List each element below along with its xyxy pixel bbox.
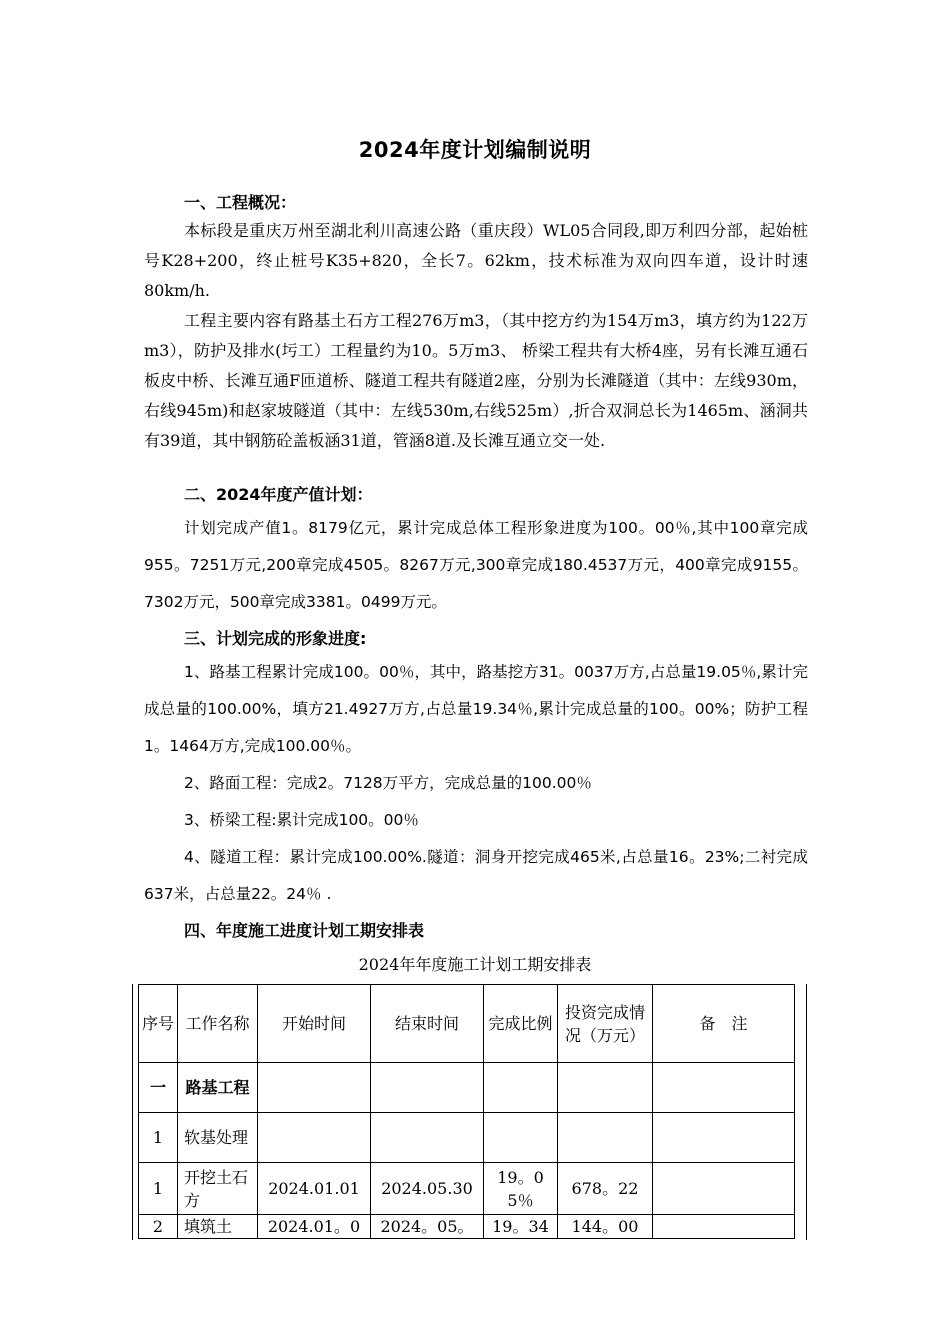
table-cell: 2024.01。0 — [258, 1215, 371, 1239]
header-cell-index: 序号 — [139, 985, 178, 1063]
header-cell-investment: 投资完成情况（万元） — [558, 985, 653, 1063]
table-cell — [484, 1113, 558, 1163]
table-cell: 2024.05.30 — [371, 1163, 484, 1215]
table-row — [139, 1163, 795, 1215]
table-cell — [653, 1163, 795, 1215]
table-header-row — [139, 985, 795, 1063]
header-cell-start: 开始时间 — [258, 985, 371, 1063]
header-cell-ratio: 完成比例 — [484, 985, 558, 1063]
section-heading-overview: 一、工程概况： — [184, 193, 297, 212]
table-cell: 软基处理 — [178, 1113, 258, 1163]
table-cell: 1 — [139, 1113, 178, 1163]
table-cell: 路基工程 — [178, 1063, 258, 1113]
table-caption: 2024年年度施工计划工期安排表 — [358, 955, 592, 974]
table-cell — [653, 1063, 795, 1113]
table-cell: 开挖土石方 — [178, 1163, 258, 1215]
section-heading-progress: 三、计划完成的形象进度: — [184, 629, 367, 648]
table-cell: 144。00 — [558, 1215, 653, 1239]
table-row — [139, 1063, 795, 1113]
progress-item-1: 1、路基工程累计完成100。00％，其中，路基挖方31。0037万方,占总量19.05％,累计完成总量的100.00%，填方21.4927万方,占总量19.34％,累计完成总量的100。00%；防护工程1。1464万方,完成100.00％。 — [144, 663, 808, 755]
section-heading-output-plan: 二、2024年度产值计划： — [184, 485, 373, 504]
table-row — [139, 1215, 795, 1239]
header-cell-end: 结束时间 — [371, 985, 484, 1063]
table-cell — [558, 1113, 653, 1163]
table-cell — [258, 1113, 371, 1163]
progress-item-2: 2、路面工程：完成2。7128万平方，完成总量的100.00％ — [184, 774, 592, 792]
table-cell — [484, 1063, 558, 1113]
table-cell: 填筑土 — [178, 1215, 258, 1239]
overview-paragraph-1: 本标段是重庆万州至湖北利川高速公路（重庆段）WL05合同段,即万利四分部，起始桩号K28+200，终止桩号K35+820，全长7。62km，技术标准为双向四车道，设计时速80km/h. — [144, 221, 808, 300]
table-cell: 一 — [139, 1063, 178, 1113]
header-cell-remarks: 备 注 — [653, 985, 795, 1063]
table-cell: 2024。05。 — [371, 1215, 484, 1239]
table-outer-border-left — [132, 984, 133, 1240]
table-cell: 678。22 — [558, 1163, 653, 1215]
overview-paragraph-2: 工程主要内容有路基土石方工程276万m3，（其中挖方约为154万m3，填方约为122万m3），防护及排水(圬工）工程量约为10。5万m3、 桥梁工程共有大桥4座，另有长滩互通石板皮中桥、长滩互通F匝道桥、隧道工程共有隧道2座，分别为长滩隧道（其中：左线930m，右线945m)和赵家坡隧道（其中：左线530m,右线525m）,折合双洞总长为1465m、涵洞共有39道，其中钢筋砼盖板涵31道，管涵8道.及长滩互通立交一处. — [144, 311, 808, 450]
table-cell: 19。34 — [484, 1215, 558, 1239]
progress-item-3: 3、桥梁工程:累计完成100。00％ — [184, 811, 419, 829]
table-outer-border-right — [806, 984, 807, 1240]
table-cell — [371, 1063, 484, 1113]
table-cell — [653, 1215, 795, 1239]
table-cell — [558, 1063, 653, 1113]
schedule-table — [138, 984, 795, 1239]
table-cell — [258, 1063, 371, 1113]
table-cell: 2024.01.01 — [258, 1163, 371, 1215]
section-heading-schedule: 四、年度施工进度计划工期安排表 — [184, 921, 425, 940]
output-plan-paragraph: 计划完成产值1。8179亿元，累计完成总体工程形象进度为100。00％,其中100章完成955。7251万元,200章完成4505。8267万元,300章完成180.4537万元，400章完成9155。7302万元，500章完成3381。0499万元。 — [144, 519, 808, 611]
progress-item-4: 4、隧道工程：累计完成100.00%.隧道：洞身开挖完成465米,占总量16。23%;二衬完成637米，占总量22。24％ . — [144, 848, 808, 903]
table-cell: 2 — [139, 1215, 178, 1239]
document-title: 2024年度计划编制说明 — [358, 138, 592, 162]
table-cell: 19。05％ — [484, 1163, 558, 1215]
header-cell-task: 工作名称 — [178, 985, 258, 1063]
table-cell: 1 — [139, 1163, 178, 1215]
table-cell — [653, 1113, 795, 1163]
table-cell — [371, 1113, 484, 1163]
table-row — [139, 1113, 795, 1163]
